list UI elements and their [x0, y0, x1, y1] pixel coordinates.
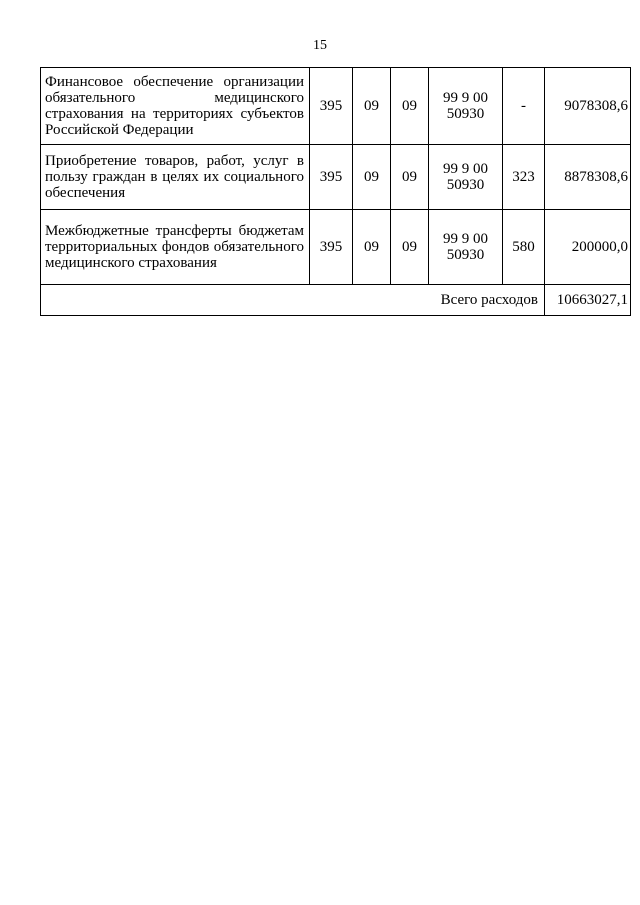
row-subsection-code: 09 — [391, 145, 429, 210]
row-ministry-code: 395 — [310, 210, 353, 285]
total-row — [41, 285, 631, 316]
row-description: Межбюджетные трансферты бюджетам территориальных фондов обязательного медицинского страхования — [41, 210, 310, 285]
row-target-code — [429, 68, 503, 145]
target-code-line2: 50930 — [446, 177, 485, 193]
target-code-line1: 99 9 00 — [443, 231, 488, 247]
table-row — [41, 145, 631, 210]
table-row — [41, 210, 631, 285]
total-amount: 10663027,1 — [545, 285, 631, 316]
row-expense-type: 323 — [503, 145, 545, 210]
budget-table — [40, 67, 631, 316]
row-target-code — [429, 210, 503, 285]
row-amount: 8878308,6 — [545, 145, 631, 210]
row-amount: 200000,0 — [545, 210, 631, 285]
row-description: Финансовое обеспечение организации обязательного медицинского страхования на территориях субъектов Российской Федерации — [41, 68, 310, 145]
row-ministry-code: 395 — [310, 68, 353, 145]
row-amount: 9078308,6 — [545, 68, 631, 145]
row-subsection-code: 09 — [391, 210, 429, 285]
target-code-line1: 99 9 00 — [443, 90, 488, 106]
row-section-code: 09 — [353, 145, 391, 210]
row-ministry-code: 395 — [310, 145, 353, 210]
row-section-code: 09 — [353, 210, 391, 285]
row-expense-type: 580 — [503, 210, 545, 285]
table-row — [41, 68, 631, 145]
page-number: 15 — [313, 38, 327, 53]
row-subsection-code: 09 — [391, 68, 429, 145]
row-description: Приобретение товаров, работ, услуг в пользу граждан в целях их социального обеспечения — [41, 145, 310, 210]
target-code-line1: 99 9 00 — [443, 161, 488, 177]
row-expense-type: - — [503, 68, 545, 145]
total-label: Всего расходов — [41, 285, 545, 316]
target-code-line2: 50930 — [446, 247, 485, 263]
row-section-code: 09 — [353, 68, 391, 145]
row-target-code — [429, 145, 503, 210]
target-code-line2: 50930 — [446, 106, 485, 122]
